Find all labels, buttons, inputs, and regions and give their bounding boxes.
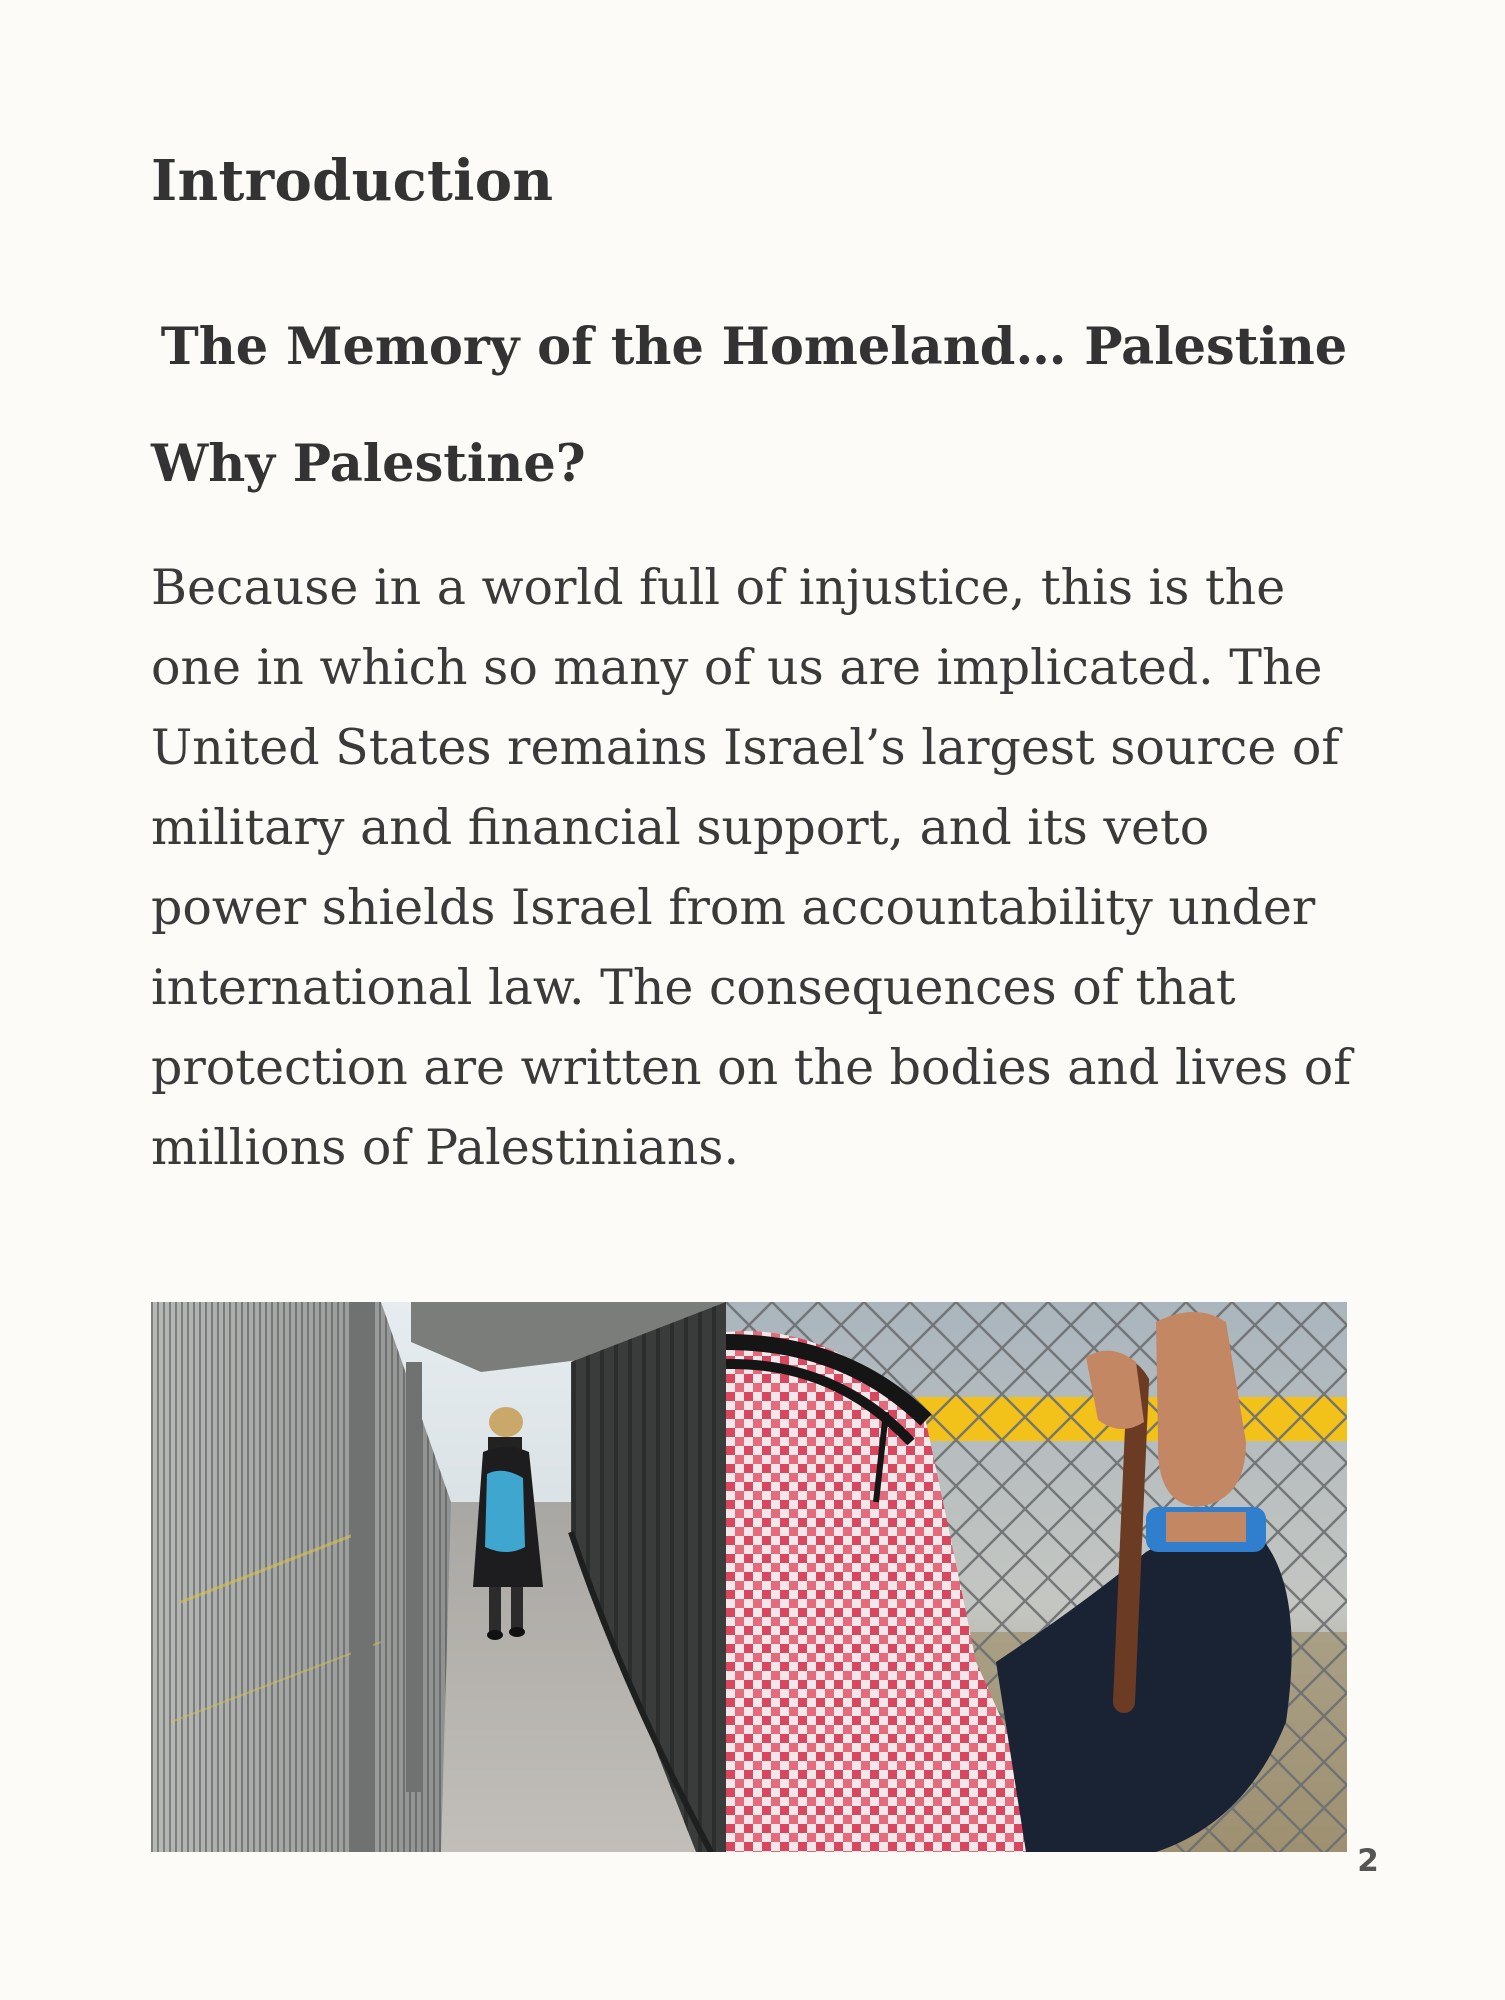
page-title: Introduction (151, 148, 554, 214)
subtitle: The Memory of the Homeland… Palestine (160, 317, 1348, 377)
paragraph-line: millions of Palestinians. (151, 1119, 740, 1176)
paragraph-line: military and financial support, and its veto (151, 799, 1210, 856)
paragraph-line: United States remains Israel’s largest source of (151, 719, 1340, 776)
page-number: 2 (1357, 1843, 1379, 1879)
paragraph-line: Because in a world full of injustice, this is the (151, 559, 1286, 616)
paragraph-line: one in which so many of us are implicated. The (151, 639, 1323, 696)
keffiyeh-fence-illustration (726, 1302, 1347, 1852)
section-heading: Why Palestine? (151, 434, 586, 494)
fenced-corridor-illustration (151, 1302, 726, 1852)
body-paragraph (151, 548, 1371, 1188)
photo-collage (151, 1302, 1347, 1852)
photo-keffiyeh-fence (726, 1302, 1347, 1852)
paragraph-line: international law. The consequences of that (151, 959, 1236, 1016)
photo-fenced-corridor (151, 1302, 726, 1852)
paragraph-line: power shields Israel from accountability under (151, 879, 1316, 936)
paragraph-line: protection are written on the bodies and lives of (151, 1039, 1352, 1096)
